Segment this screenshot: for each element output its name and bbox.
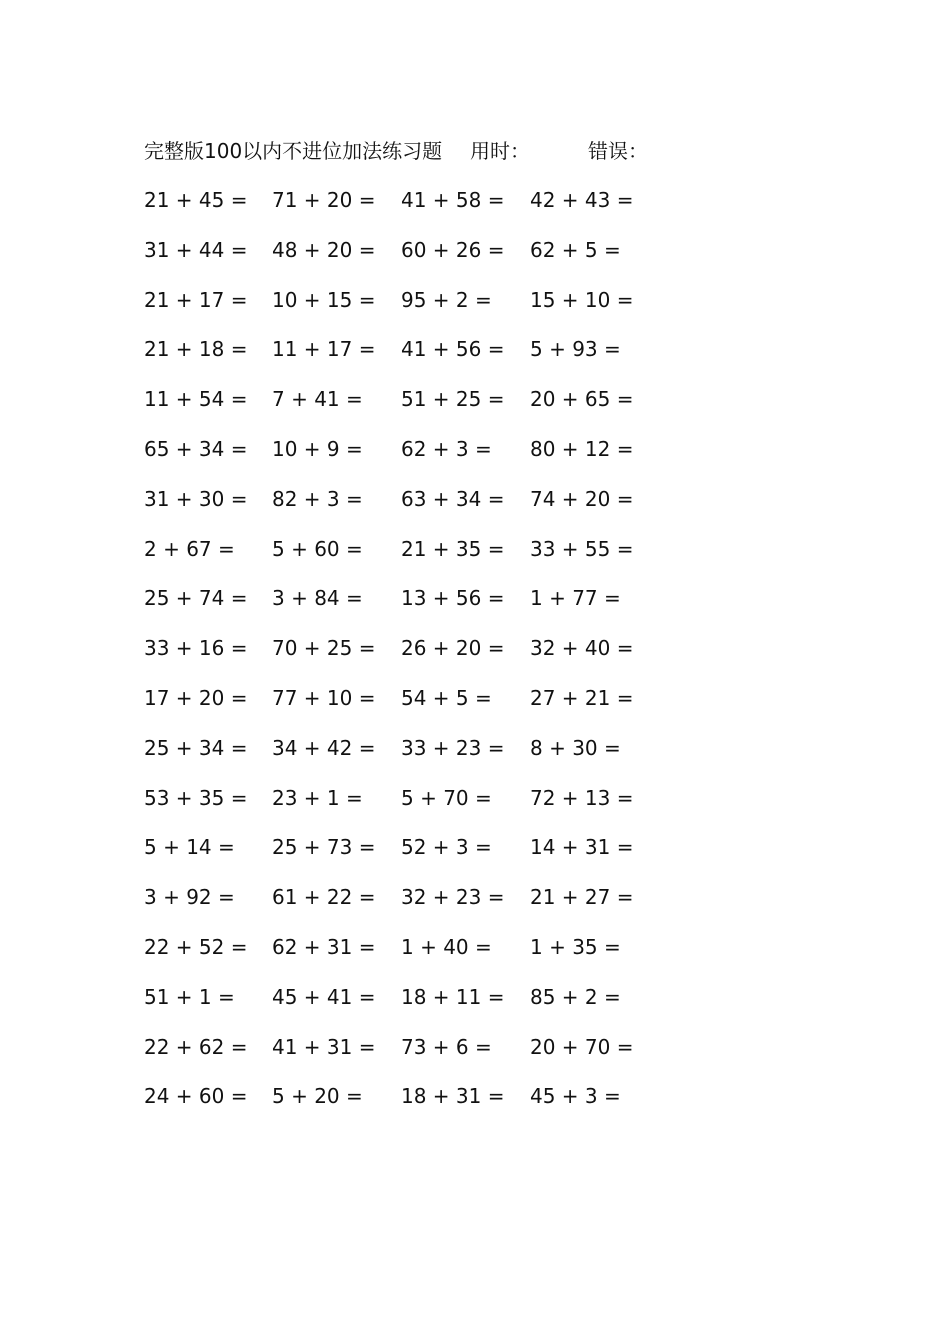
addition-problem: 32 + 40 = bbox=[530, 636, 634, 661]
addition-problem: 21 + 45 = bbox=[144, 188, 248, 212]
problem-row bbox=[0, 982, 950, 1012]
problem-row bbox=[0, 1081, 950, 1111]
problem-row bbox=[0, 334, 950, 364]
problem-row bbox=[0, 882, 950, 912]
problem-row bbox=[0, 633, 950, 663]
addition-problem: 3 + 92 = bbox=[144, 885, 235, 910]
time-used-label: 用时： bbox=[470, 139, 530, 163]
addition-problem: 33 + 16 = bbox=[144, 636, 248, 661]
problem-row bbox=[0, 783, 950, 813]
addition-problem: 21 + 27 = bbox=[530, 885, 634, 910]
addition-problem: 20 + 65 = bbox=[530, 387, 634, 412]
worksheet-title: 完整版100以内不进位加法练习题 bbox=[144, 139, 443, 163]
addition-problem: 5 + 60 = bbox=[272, 536, 363, 561]
addition-problem: 23 + 1 = bbox=[272, 785, 363, 810]
addition-problem: 10 + 15 = bbox=[272, 287, 376, 312]
problem-row bbox=[0, 534, 950, 564]
addition-problem: 25 + 73 = bbox=[272, 835, 376, 860]
addition-problem: 13 + 56 = bbox=[401, 586, 505, 611]
problem-row bbox=[0, 484, 950, 514]
addition-problem: 21 + 18 = bbox=[144, 337, 248, 362]
addition-problem: 18 + 31 = bbox=[401, 1084, 505, 1109]
problem-row bbox=[0, 434, 950, 464]
addition-problem: 25 + 34 = bbox=[144, 735, 248, 760]
problem-row bbox=[0, 1032, 950, 1062]
addition-problem: 95 + 2 = bbox=[401, 287, 492, 312]
addition-problem: 14 + 31 = bbox=[530, 835, 634, 860]
addition-problem: 22 + 52 = bbox=[144, 935, 248, 959]
addition-problem: 82 + 3 = bbox=[272, 486, 363, 511]
addition-problem: 62 + 5 = bbox=[530, 237, 621, 262]
addition-problem: 26 + 20 = bbox=[401, 636, 505, 661]
addition-problem: 54 + 5 = bbox=[401, 686, 492, 710]
addition-problem: 21 + 17 = bbox=[144, 287, 248, 312]
addition-problem: 71 + 20 = bbox=[272, 188, 376, 212]
addition-problem: 34 + 42 = bbox=[272, 735, 376, 760]
addition-problem: 51 + 25 = bbox=[401, 387, 505, 412]
problem-row bbox=[0, 185, 950, 215]
addition-problem: 21 + 35 = bbox=[401, 536, 505, 561]
addition-problem: 31 + 44 = bbox=[144, 237, 248, 262]
addition-problem: 5 + 70 = bbox=[401, 785, 492, 810]
addition-problem: 1 + 77 = bbox=[530, 586, 621, 611]
addition-problem: 5 + 20 = bbox=[272, 1084, 363, 1109]
addition-problem: 62 + 3 = bbox=[401, 437, 492, 461]
addition-problem: 42 + 43 = bbox=[530, 188, 634, 212]
addition-problem: 45 + 3 = bbox=[530, 1084, 621, 1109]
problem-row bbox=[0, 235, 950, 265]
problem-row bbox=[0, 285, 950, 315]
addition-problem: 10 + 9 = bbox=[272, 437, 363, 461]
addition-problem: 15 + 10 = bbox=[530, 287, 634, 312]
addition-problem: 31 + 30 = bbox=[144, 486, 248, 511]
problem-row bbox=[0, 932, 950, 962]
problem-row bbox=[0, 384, 950, 414]
addition-problem: 32 + 23 = bbox=[401, 885, 505, 910]
addition-problem: 41 + 56 = bbox=[401, 337, 505, 362]
addition-problem: 72 + 13 = bbox=[530, 785, 634, 810]
addition-problem: 24 + 60 = bbox=[144, 1084, 248, 1109]
addition-problem: 41 + 58 = bbox=[401, 188, 505, 212]
problem-row bbox=[0, 683, 950, 713]
errors-label: 错误： bbox=[588, 139, 648, 163]
addition-problem: 73 + 6 = bbox=[401, 1034, 492, 1059]
addition-problem: 20 + 70 = bbox=[530, 1034, 634, 1059]
addition-problem: 60 + 26 = bbox=[401, 237, 505, 262]
addition-problem: 45 + 41 = bbox=[272, 984, 376, 1009]
addition-problem: 51 + 1 = bbox=[144, 984, 235, 1009]
addition-problem: 22 + 62 = bbox=[144, 1034, 248, 1059]
problem-row bbox=[0, 733, 950, 763]
addition-problem: 62 + 31 = bbox=[272, 935, 376, 959]
addition-problem: 3 + 84 = bbox=[272, 586, 363, 611]
addition-problem: 7 + 41 = bbox=[272, 387, 363, 412]
addition-problem: 27 + 21 = bbox=[530, 686, 634, 710]
addition-problem: 5 + 93 = bbox=[530, 337, 621, 362]
addition-problem: 52 + 3 = bbox=[401, 835, 492, 860]
addition-problem: 8 + 30 = bbox=[530, 735, 621, 760]
addition-problem: 33 + 55 = bbox=[530, 536, 634, 561]
addition-problem: 85 + 2 = bbox=[530, 984, 621, 1009]
addition-problem: 5 + 14 = bbox=[144, 835, 235, 860]
addition-problem: 11 + 54 = bbox=[144, 387, 248, 412]
problem-row bbox=[0, 583, 950, 613]
addition-problem: 48 + 20 = bbox=[272, 237, 376, 262]
addition-problem: 18 + 11 = bbox=[401, 984, 505, 1009]
addition-problem: 53 + 35 = bbox=[144, 785, 248, 810]
addition-problem: 41 + 31 = bbox=[272, 1034, 376, 1059]
addition-problem: 2 + 67 = bbox=[144, 536, 235, 561]
addition-problem: 17 + 20 = bbox=[144, 686, 248, 710]
addition-problem: 1 + 40 = bbox=[401, 935, 492, 959]
addition-problem: 61 + 22 = bbox=[272, 885, 376, 910]
addition-problem: 25 + 74 = bbox=[144, 586, 248, 611]
addition-problem: 80 + 12 = bbox=[530, 437, 634, 461]
addition-problem: 1 + 35 = bbox=[530, 935, 621, 959]
addition-problem: 74 + 20 = bbox=[530, 486, 634, 511]
addition-problem: 63 + 34 = bbox=[401, 486, 505, 511]
addition-problem: 77 + 10 = bbox=[272, 686, 376, 710]
addition-problem: 11 + 17 = bbox=[272, 337, 376, 362]
addition-problem: 65 + 34 = bbox=[144, 437, 248, 461]
problem-row bbox=[0, 832, 950, 862]
addition-problem: 33 + 23 = bbox=[401, 735, 505, 760]
addition-problem: 70 + 25 = bbox=[272, 636, 376, 661]
